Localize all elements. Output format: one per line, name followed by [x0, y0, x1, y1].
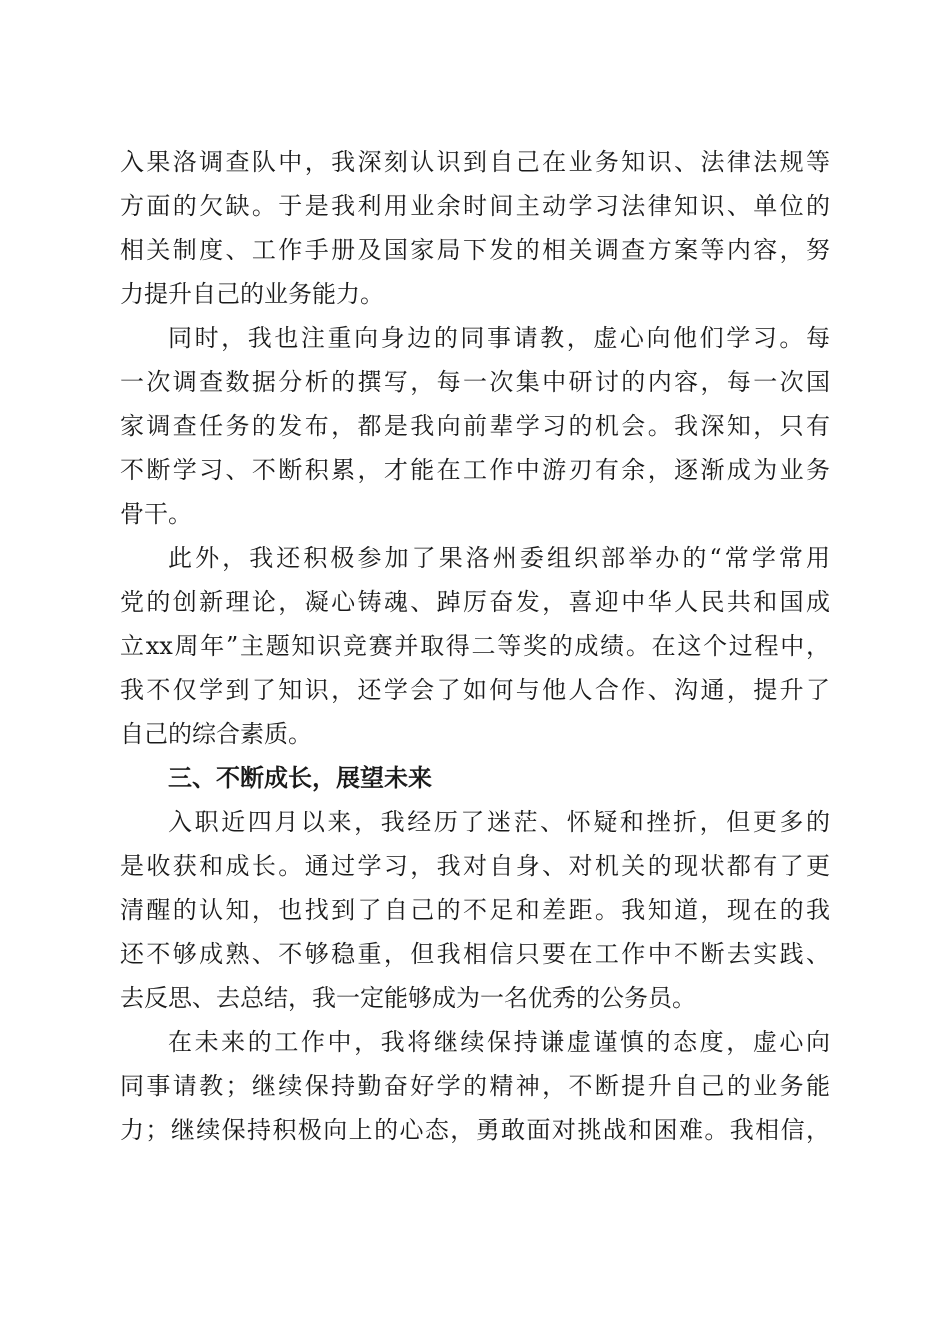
text-line: 相关制度、工作手册及国家局下发的相关调查方案等内容，努: [120, 236, 830, 264]
text-line: 我不仅学到了知识，还学会了如何与他人合作、沟通，提升了: [120, 676, 830, 704]
document-body: [120, 140, 830, 1152]
text-line: 同事请教；继续保持勤奋好学的精神，不断提升自己的业务能: [120, 1072, 830, 1100]
text-line: 力；继续保持积极向上的心态，勇敢面对挑战和困难。我相信，: [120, 1116, 830, 1144]
paragraph-start-line: 入职近四月以来，我经历了迷茫、怀疑和挫折，但更多的: [168, 808, 830, 836]
text-line: 还不够成熟、不够稳重，但我相信只要在工作中不断去实践、: [120, 940, 830, 968]
text-line: 清醒的认知，也找到了自己的不足和差距。我知道，现在的我: [120, 896, 830, 924]
text-line: 骨干。: [120, 500, 192, 528]
paragraph-start-line: 此外，我还积极参加了果洛州委组织部举办的“常学常用: [168, 544, 830, 572]
text-line: 方面的欠缺。于是我利用业余时间主动学习法律知识、单位的: [120, 192, 830, 220]
text-line: 党的创新理论，凝心铸魂、踔厉奋发，喜迎中华人民共和国成: [120, 588, 830, 616]
text-line: 自己的综合素质。: [120, 720, 312, 748]
text-line: 不断学习、不断积累，才能在工作中游刃有余，逐渐成为业务: [120, 456, 830, 484]
text-line: 去反思、去总结，我一定能够成为一名优秀的公务员。: [120, 984, 696, 1012]
text-line: 是收获和成长。通过学习，我对自身、对机关的现状都有了更: [120, 852, 830, 880]
paragraph-start-line: 在未来的工作中，我将继续保持谦虚谨慎的态度，虚心向: [168, 1028, 830, 1056]
text-line: 入果洛调查队中，我深刻认识到自己在业务知识、法律法规等: [120, 148, 830, 176]
text-line: 一次调查数据分析的撰写，每一次集中研讨的内容，每一次国: [120, 368, 830, 396]
text-line: 立xx周年”主题知识竞赛并取得二等奖的成绩。在这个过程中，: [120, 632, 830, 660]
paragraph-start-line: 同时，我也注重向身边的同事请教，虚心向他们学习。每: [168, 324, 830, 352]
section-heading: 三、不断成长，展望未来: [168, 764, 432, 792]
text-line: 力提升自己的业务能力。: [120, 280, 384, 308]
text-line: 家调查任务的发布，都是我向前辈学习的机会。我深知，只有: [120, 412, 830, 440]
